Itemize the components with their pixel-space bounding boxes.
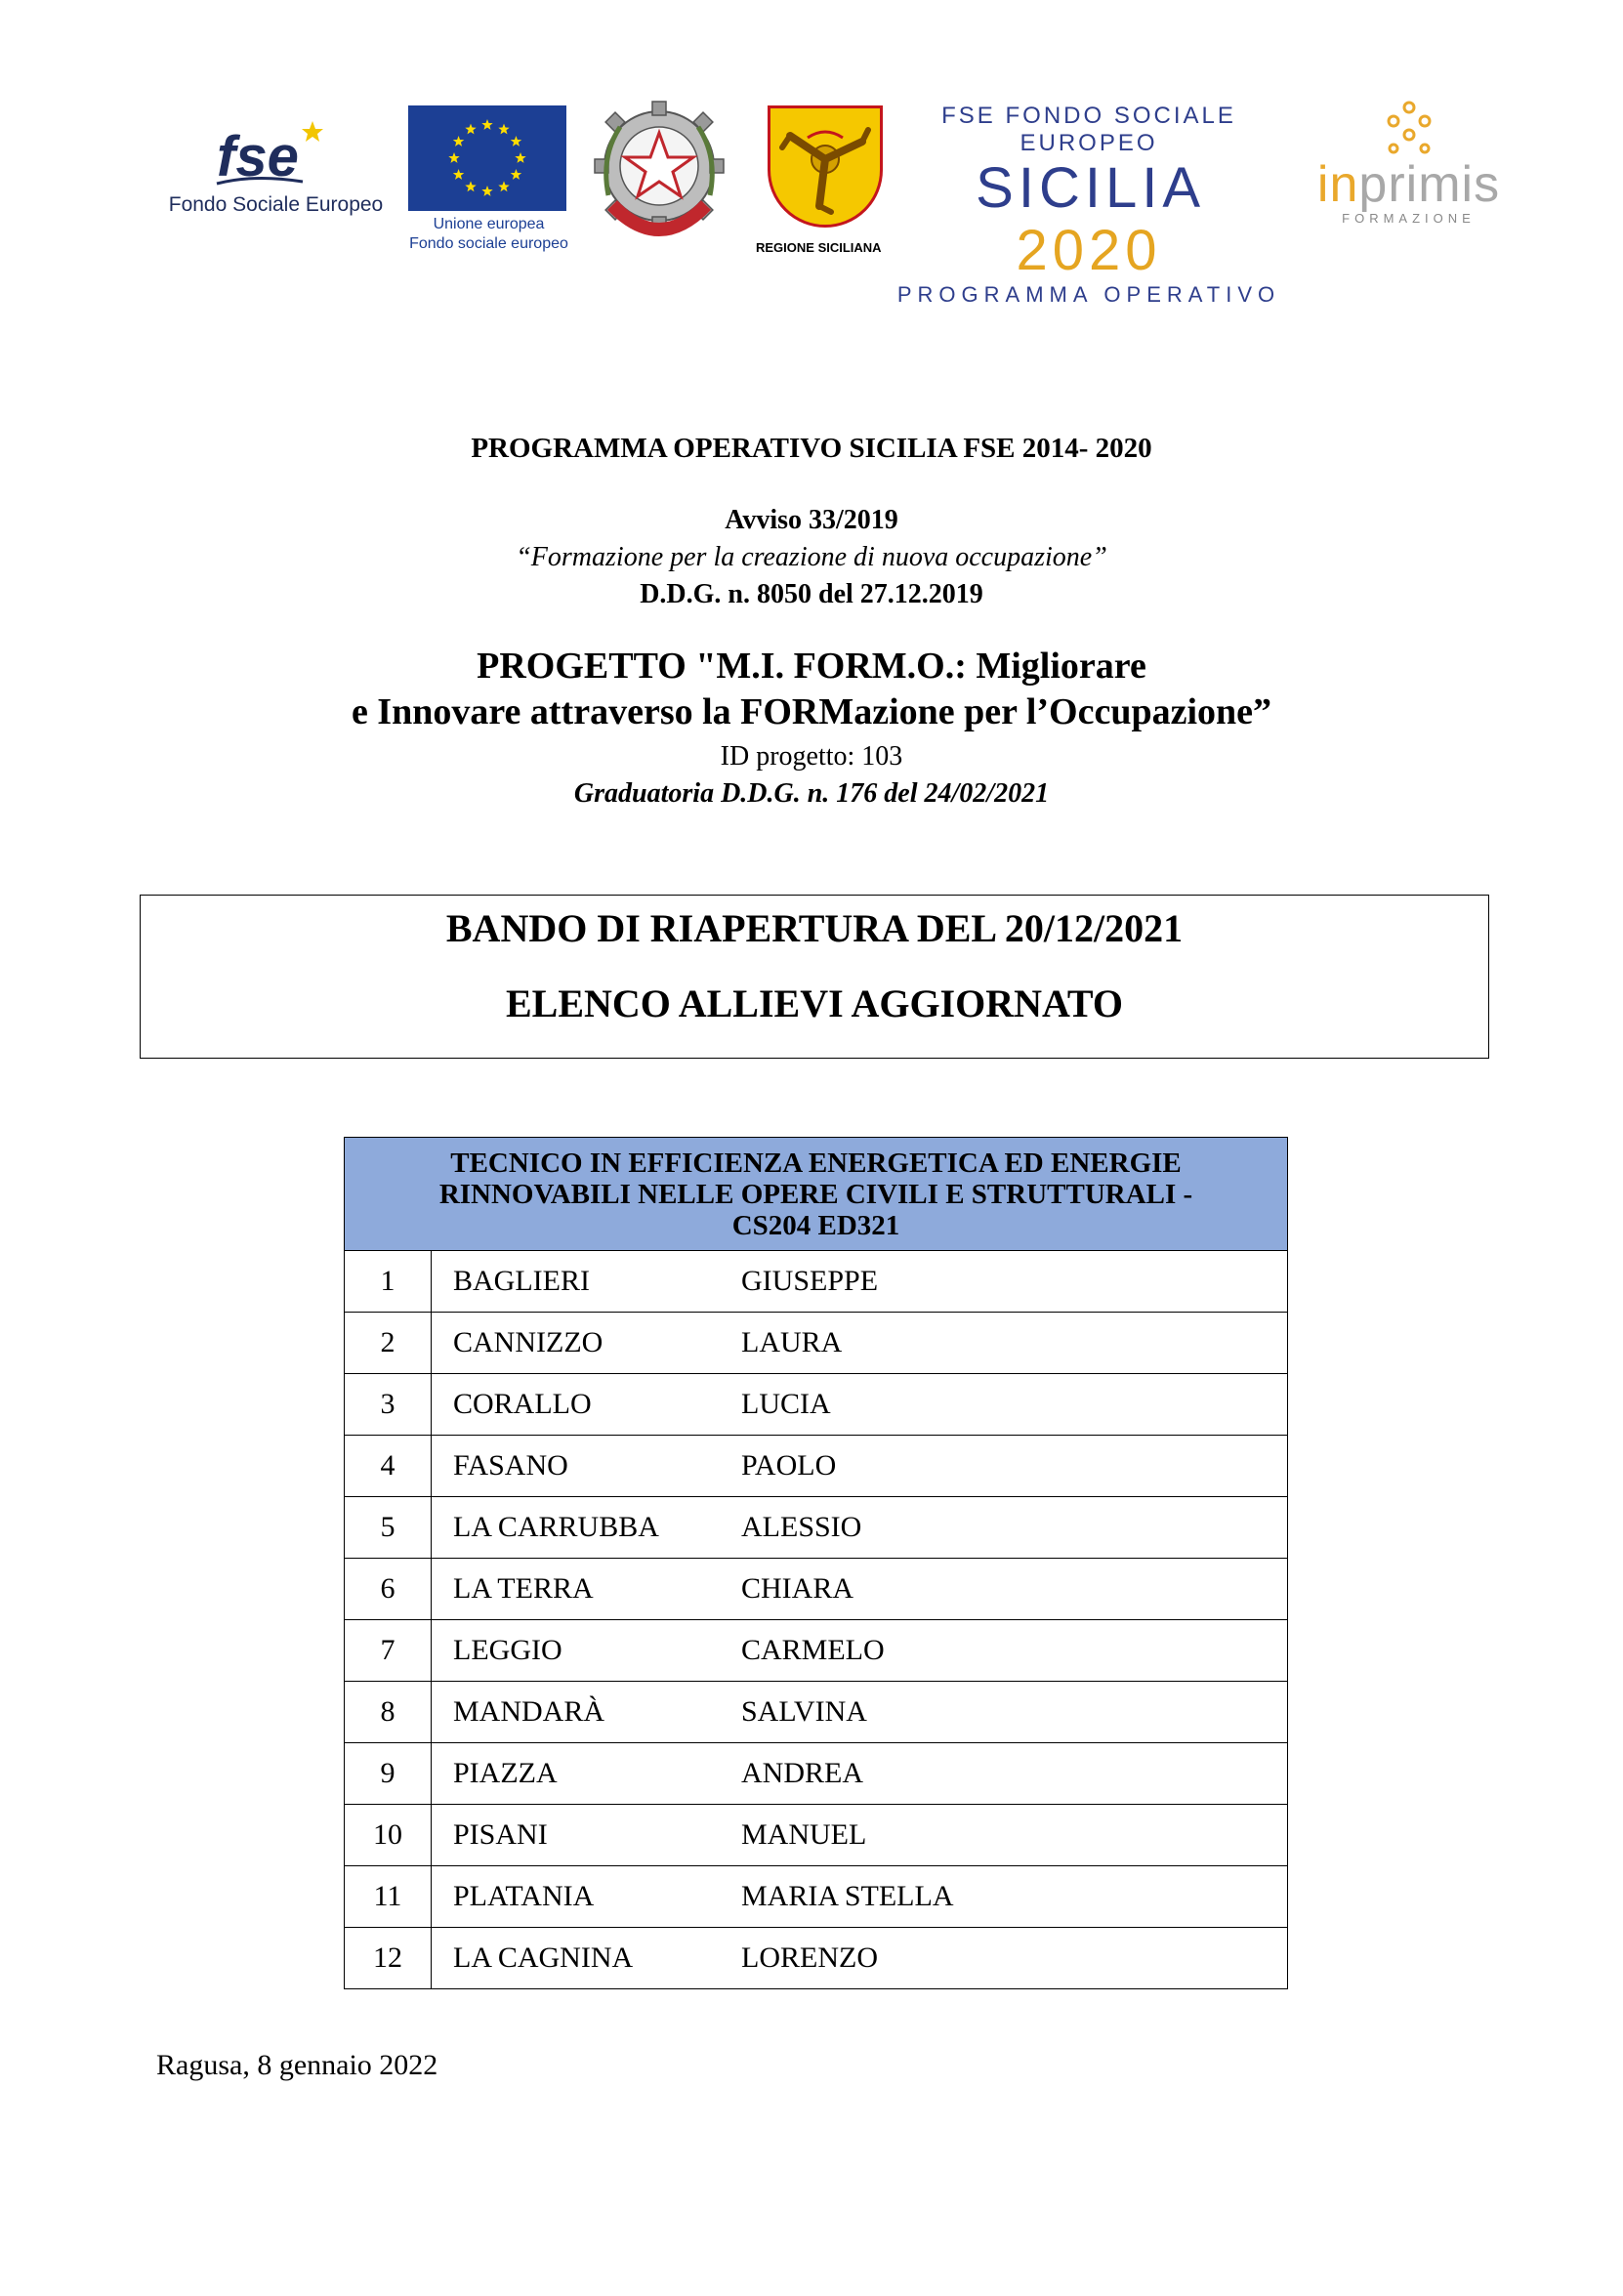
table-row <box>345 1497 1288 1559</box>
eu-star-icon <box>481 119 492 130</box>
table-row <box>345 1436 1288 1497</box>
table-row <box>345 1682 1288 1743</box>
table-row <box>345 1743 1288 1805</box>
row-number: 10 <box>345 1805 432 1866</box>
eu-star-icon <box>448 152 459 163</box>
eu-caption <box>408 215 569 254</box>
table-row <box>345 1866 1288 1928</box>
student-surname: LEGGIO <box>432 1620 742 1682</box>
student-surname: CANNIZZO <box>432 1313 742 1374</box>
trinacria-icon <box>768 105 883 228</box>
row-number: 9 <box>345 1743 432 1805</box>
eu-star-icon <box>481 186 492 196</box>
inprimis-in: in <box>1316 156 1359 213</box>
sicilia-2020-title <box>894 157 1284 282</box>
student-name: LAURA <box>741 1313 1288 1374</box>
svg-text:fse: fse <box>217 125 299 188</box>
sicilia-2020-name: SICILIA <box>976 156 1202 220</box>
table-row <box>345 1805 1288 1866</box>
table-row <box>345 1620 1288 1682</box>
row-number: 1 <box>345 1251 432 1313</box>
avviso-number: Avviso 33/2019 <box>725 505 898 535</box>
progetto-title-line1: PROGETTO "M.I. FORM.O.: Migliorare <box>477 646 1146 687</box>
eu-star-icon <box>511 136 522 146</box>
student-surname: LA CAGNINA <box>432 1928 742 1989</box>
inprimis-dots-icon <box>1304 98 1514 158</box>
student-name: LORENZO <box>741 1928 1288 1989</box>
row-number: 4 <box>345 1436 432 1497</box>
progetto-title-line2: e Innovare attraverso la FORMazione per l’Occupazione” <box>351 691 1272 732</box>
italian-emblem-icon <box>591 98 728 259</box>
place-date: Ragusa, 8 gennaio 2022 <box>156 2049 438 2081</box>
student-name: GIUSEPPE <box>741 1251 1288 1313</box>
inprimis-logo <box>1304 98 1514 244</box>
eu-star-icon <box>465 124 476 135</box>
table-header-row <box>345 1138 1288 1251</box>
fse-mark-icon <box>215 117 332 190</box>
student-surname: LA CARRUBBA <box>432 1497 742 1559</box>
student-surname: CORALLO <box>432 1374 742 1436</box>
row-number: 6 <box>345 1559 432 1620</box>
table-row <box>345 1251 1288 1313</box>
sicilia-2020-top: FSE FONDO SOCIALE EUROPEO <box>941 103 1236 156</box>
student-surname: MANDARÀ <box>432 1682 742 1743</box>
course-title-line1: TECNICO IN EFFICIENZA ENERGETICA ED ENERGIE <box>450 1147 1182 1179</box>
eu-star-icon <box>453 169 465 180</box>
repubblica-italiana-emblem <box>591 98 728 259</box>
eu-star-icon <box>453 136 465 146</box>
course-title-line3: CS204 ED321 <box>731 1209 900 1241</box>
ddg-reference: D.D.G. n. 8050 del 27.12.2019 <box>640 579 983 609</box>
row-number: 8 <box>345 1682 432 1743</box>
bando-title-box <box>140 895 1489 1059</box>
student-surname: PLATANIA <box>432 1866 742 1928</box>
eu-logo <box>408 105 569 252</box>
student-name: MANUEL <box>741 1805 1288 1866</box>
bando-title: BANDO DI RIAPERTURA DEL 20/12/2021 <box>445 906 1184 950</box>
student-name: CHIARA <box>741 1559 1288 1620</box>
row-number: 11 <box>345 1866 432 1928</box>
course-title-line2: RINNOVABILI NELLE OPERE CIVILI E STRUTTURALI - <box>438 1178 1193 1210</box>
id-progetto: ID progetto: 103 <box>720 741 903 772</box>
table-row <box>345 1374 1288 1436</box>
inprimis-rest: primis <box>1358 156 1501 213</box>
eu-star-icon <box>515 152 525 163</box>
regione-siciliana-logo <box>756 105 889 255</box>
eu-star-icon <box>511 169 522 180</box>
table-row <box>345 1928 1288 1989</box>
row-number: 12 <box>345 1928 432 1989</box>
student-surname: LA TERRA <box>432 1559 742 1620</box>
inprimis-name <box>1304 158 1514 211</box>
sicilia-2020-year: 2020 <box>1016 219 1162 282</box>
student-surname: FASANO <box>432 1436 742 1497</box>
eu-flag-icon <box>408 105 566 211</box>
sicilia-2020-bottom: PROGRAMMA OPERATIVO <box>896 282 1281 307</box>
student-surname: BAGLIERI <box>432 1251 742 1313</box>
eu-star-icon <box>465 181 476 191</box>
student-surname: PIAZZA <box>432 1743 742 1805</box>
student-name: ANDREA <box>741 1743 1288 1805</box>
eu-caption-line1: Unione europea <box>433 216 545 232</box>
eu-caption-line2: Fondo sociale europeo <box>409 235 568 252</box>
programma-heading: PROGRAMMA OPERATIVO SICILIA FSE 2014- 2020 <box>471 433 1152 464</box>
inprimis-subtitle: FORMAZIONE <box>1342 211 1476 226</box>
student-name: LUCIA <box>741 1374 1288 1436</box>
fse-caption: Fondo Sociale Europeo <box>168 193 384 216</box>
eu-star-icon <box>498 124 509 135</box>
graduatoria-reference: Graduatoria D.D.G. n. 176 del 24/02/2021 <box>573 778 1050 809</box>
table-row <box>345 1559 1288 1620</box>
row-number: 7 <box>345 1620 432 1682</box>
student-surname: PISANI <box>432 1805 742 1866</box>
row-number: 3 <box>345 1374 432 1436</box>
logo-strip <box>0 0 1623 307</box>
table-row <box>345 1313 1288 1374</box>
regione-siciliana-caption: REGIONE SICILIANA <box>756 240 882 255</box>
sicilia-2020-logo <box>894 103 1284 307</box>
students-table <box>344 1137 1288 1989</box>
bando-subtitle: ELENCO ALLIEVI AGGIORNATO <box>505 981 1123 1025</box>
eu-star-icon <box>498 181 509 191</box>
student-name: PAOLO <box>741 1436 1288 1497</box>
course-title-header <box>345 1138 1288 1251</box>
student-name: MARIA STELLA <box>741 1866 1288 1928</box>
fse-logo <box>156 117 395 225</box>
students-table-body <box>345 1251 1288 1989</box>
student-name: CARMELO <box>741 1620 1288 1682</box>
row-number: 5 <box>345 1497 432 1559</box>
row-number: 2 <box>345 1313 432 1374</box>
student-name: SALVINA <box>741 1682 1288 1743</box>
avviso-title: “Formazione per la creazione di nuova occupazione” <box>516 542 1107 572</box>
student-name: ALESSIO <box>741 1497 1288 1559</box>
